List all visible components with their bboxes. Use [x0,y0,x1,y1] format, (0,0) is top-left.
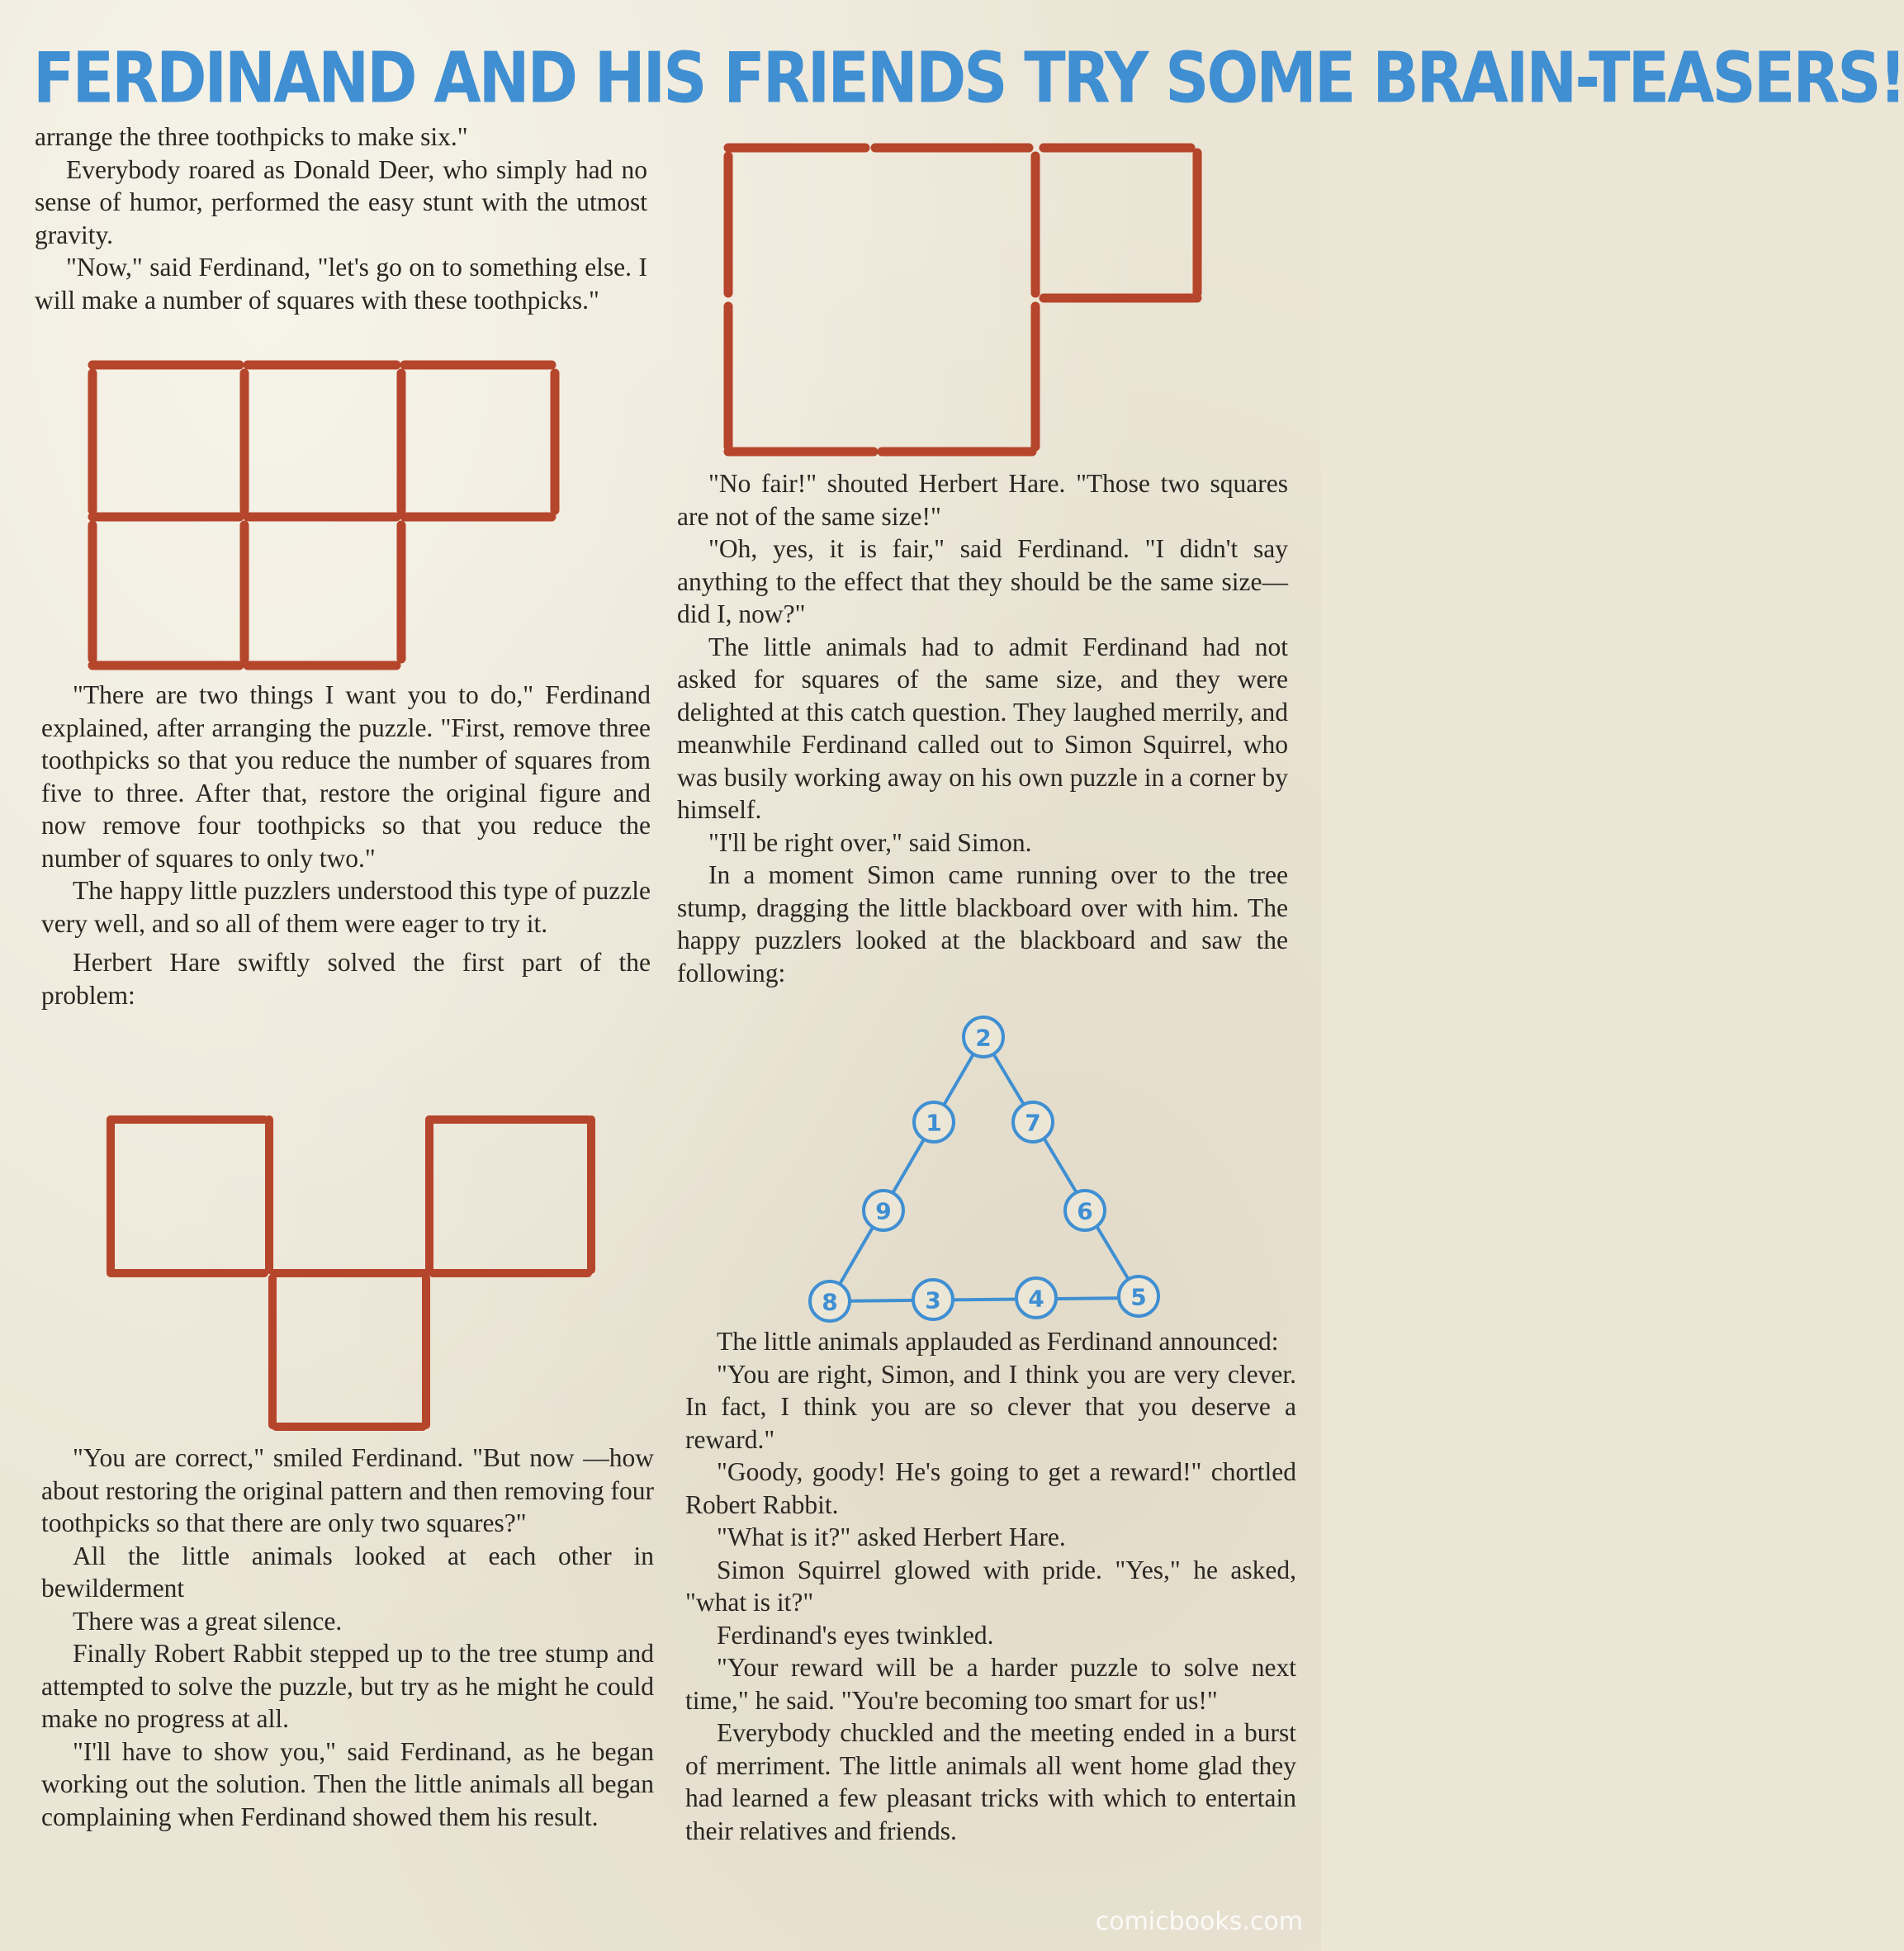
left-column-text-3 [41,1442,654,1833]
triangle-number: 6 [1077,1197,1093,1225]
toothpick-puzzle-two-squares [717,136,1220,466]
right-column-text-1 [677,467,1288,989]
paragraph: Finally Robert Rabbit stepped up to the tree stump and attempted to solve the puzzle, but try as he might he could make no progress at all. [41,1639,654,1733]
paragraph: "Now," said Ferdinand, "let's go on to something else. I will make a number of squares with these toothpicks." [35,253,647,315]
toothpick-puzzle-three-squares [99,1108,611,1438]
paragraph: "I'll be right over," said Simon. [708,827,1032,857]
paragraph: "I'll have to show you," said Ferdinand, as he began working out the solution. Then the little animals all began complaining when Ferdinand showed them his result. [41,1736,654,1831]
paragraph: In a moment Simon came running over to the tree stump, dragging the little blackboard over with him. The happy puzzlers looked at the blackboard and saw the following: [677,860,1288,987]
triangle-number: 5 [1130,1283,1147,1311]
paragraph: Ferdinand's eyes twinkled. [717,1620,994,1650]
number-triangle-puzzle [793,1009,1172,1323]
triangle-number: 7 [1025,1109,1041,1137]
left-column-text-2 [41,679,651,1011]
triangle-number: 1 [926,1109,942,1137]
toothpick-puzzle-five-squares [83,353,570,675]
paragraph: Simon Squirrel glowed with pride. "Yes," he asked, "what is it?" [685,1555,1296,1617]
triangle-number: 3 [925,1286,941,1314]
paragraph: "Goody, goody! He's going to get a reward!" chortled Robert Rabbit. [685,1457,1296,1519]
paragraph: All the little animals looked at each other in bewilderment [41,1541,654,1603]
paragraph: Herbert Hare swiftly solved the first part of the problem: [41,948,651,1010]
watermark: comicbooks.com [1095,1907,1303,1936]
paragraph: The little animals applauded as Ferdinand announced: [717,1327,1279,1356]
paragraph: Everybody chuckled and the meeting ended in a burst of merriment. The little animals all went home glad they had learned a few pleasant tricks with which to entertain their relatives and friends. [685,1718,1296,1845]
triangle-number-apex: 2 [975,1024,992,1052]
right-column-text-2 [685,1325,1296,1847]
paragraph: The happy little puzzlers understood this type of puzzle very well, and so all of them were eager to try it. [41,876,651,938]
left-column-text-1 [35,121,647,316]
paragraph: arrange the three toothpicks to make six." [35,122,468,151]
triangle-number: 4 [1028,1285,1044,1313]
paragraph: The little animals had to admit Ferdinand had not asked for squares of the same size, and they were delighted at this catch question. They laughed merrily, and meanwhile Ferdinand called out to Simon Squirrel, who was busily working away on his own puzzle in a corner by himself. [677,632,1288,824]
paragraph: "Your reward will be a harder puzzle to solve next time," he said. "You're becoming too smart for us!" [685,1653,1296,1715]
paragraph: "What is it?" asked Herbert Hare. [717,1522,1066,1551]
triangle-number: 8 [822,1288,838,1316]
paragraph: "You are correct," smiled Ferdinand. "But now —how about restoring the original pattern and then removing four toothpicks so that there are only two squares?" [41,1443,654,1537]
triangle-number: 9 [875,1197,892,1225]
paragraph: "Oh, yes, it is fair," said Ferdinand. "I didn't say anything to the effect that they should be the same size—did I, now?" [677,534,1288,628]
paragraph: Everybody roared as Donald Deer, who simply had no sense of humor, performed the easy stunt with the utmost gravity. [35,154,647,249]
paragraph: "There are two things I want you to do," Ferdinand explained, after arranging the puzzle. "First, remove three toothpicks so that you reduce the number of squares from five to three. After that, restore the original figure and now remove four toothpicks so that you reduce the number of squares to only two." [41,680,651,873]
paragraph: There was a great silence. [73,1606,343,1636]
page-title: FERDINAND AND HIS FRIENDS TRY SOME BRAIN-TEASERS! [33,37,1904,119]
paragraph: "No fair!" shouted Herbert Hare. "Those two squares are not of the same size!" [677,469,1288,531]
paragraph: "You are right, Simon, and I think you are very clever. In fact, I think you are so clever that you deserve a reward." [685,1359,1296,1454]
